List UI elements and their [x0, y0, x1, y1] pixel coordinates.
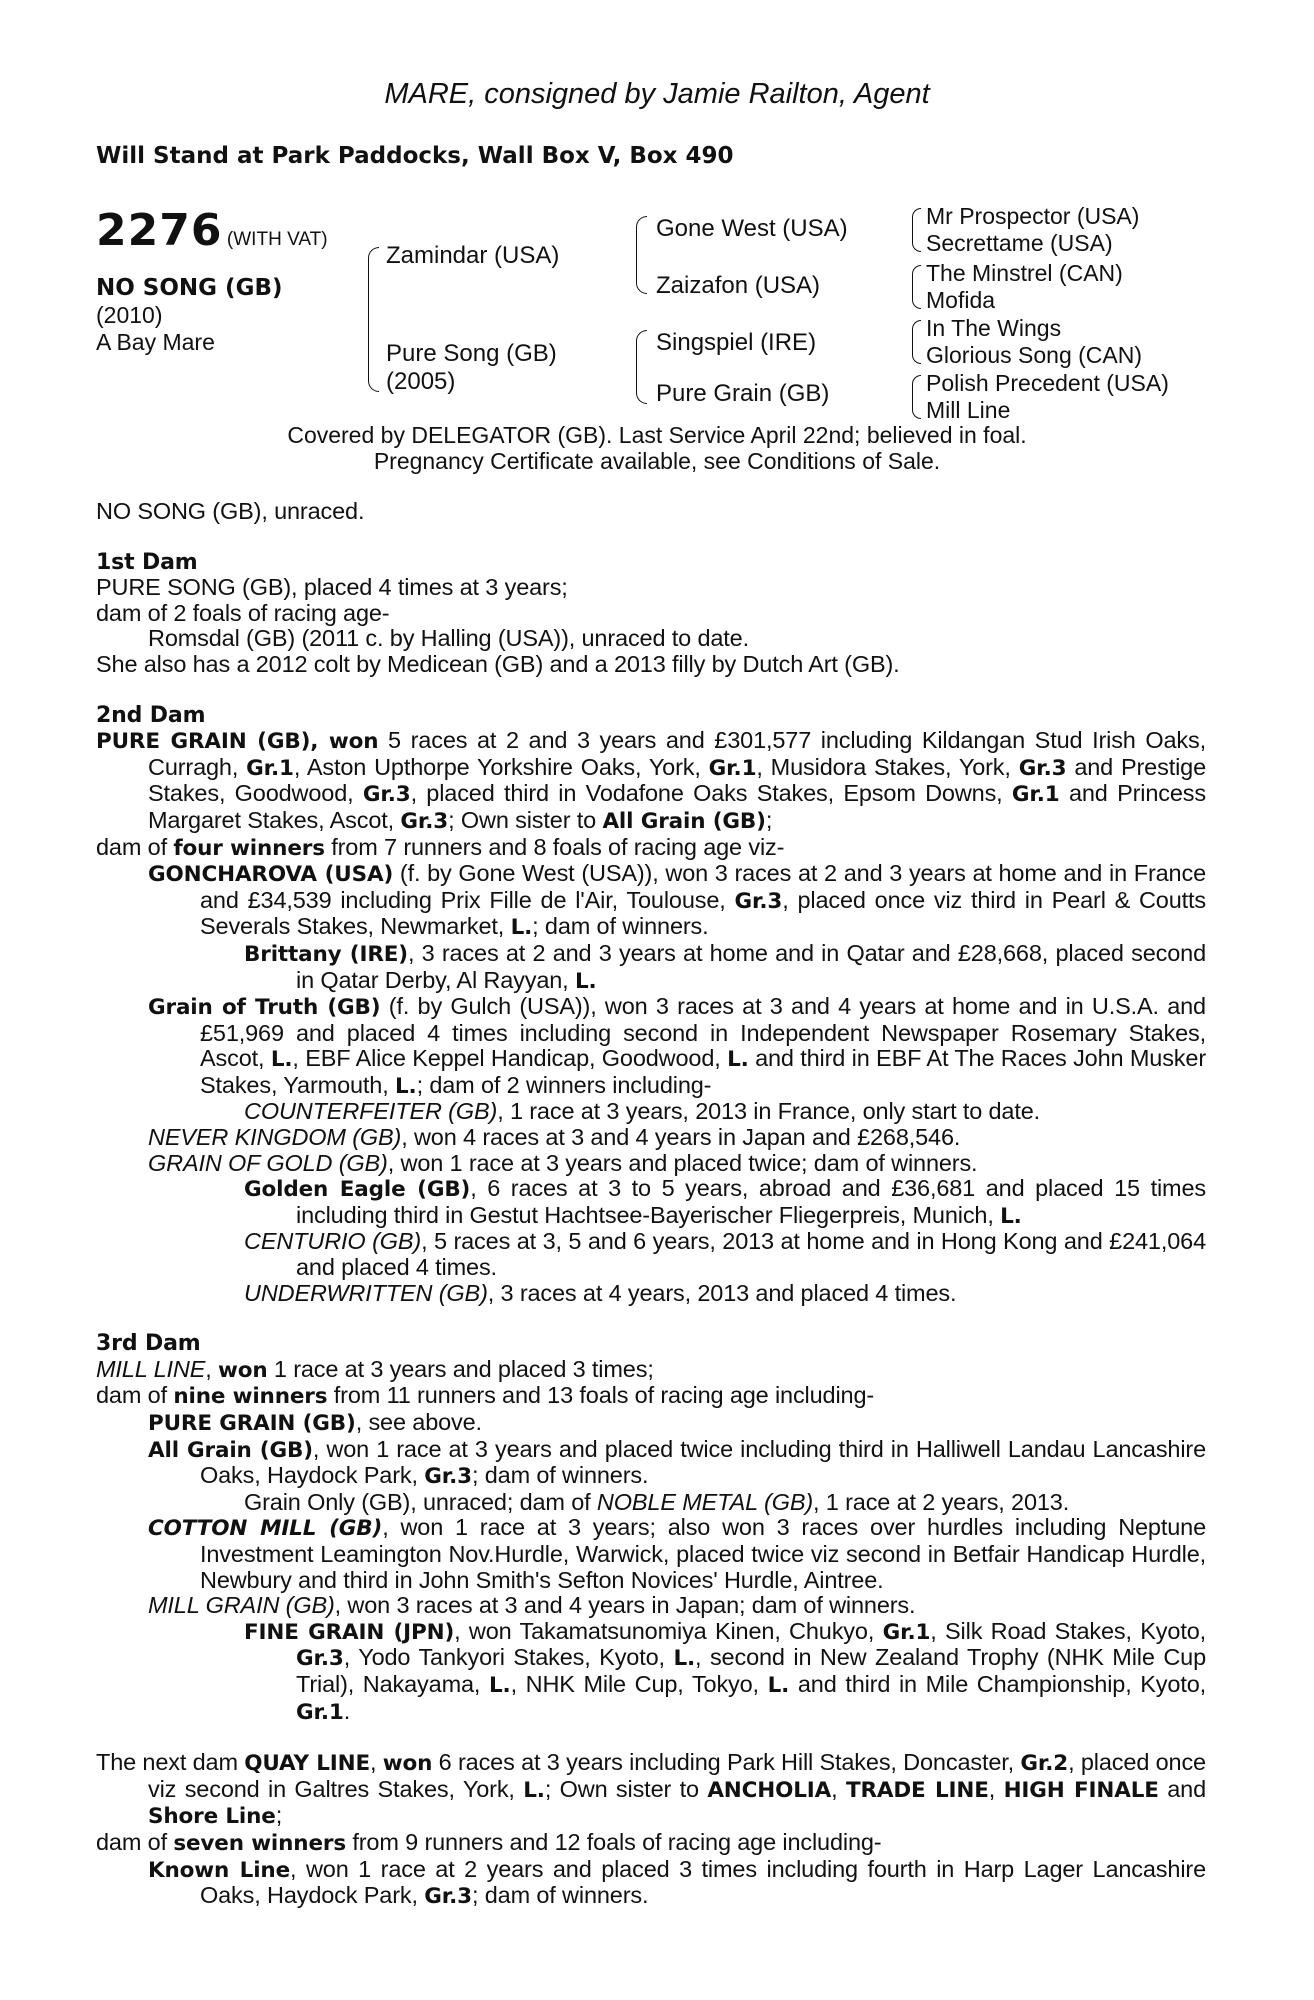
pedigree-brace-gen1: [368, 247, 379, 392]
produce-grain-of-gold: GRAIN OF GOLD (GB), won 1 race at 3 years and placed twice; dam of winners.: [148, 1149, 978, 1176]
produce-fine-grain: FINE GRAIN (JPN), won Takamatsunomiya Kinen, Chukyo, Gr.1, Silk Road Stakes, Kyoto, Gr.3, Yodo Tankyori Stakes, Kyoto, L., second in New Zealand Trophy (NHK Mile Cup Trial), Nakayama, L., NHK Mile Cup, Tokyo, L. and third in Mile Championship, Kyoto, Gr.1.: [244, 1617, 1206, 1725]
pedigree-g3-5: In The Wings: [926, 315, 1062, 341]
produce-centurio: CENTURIO (GB), 5 races at 3, 5 and 6 years, 2013 at home and in Hong Kong and £241,064 and placed 4 times.: [244, 1228, 1206, 1281]
catalogue-body: [96, 499, 1206, 1910]
pedigree-sire-dam: Zaizafon (USA): [656, 272, 821, 299]
pedigree-dam-year: (2005): [386, 368, 456, 395]
horse-description: A Bay Mare: [96, 329, 215, 355]
next-dam-quay-line: The next dam QUAY LINE, won 6 races at 3 years including Park Hill Stakes, Doncaster, Gr.2, placed once viz second in Galtres Stakes, York, L.; Own sister to ANCHOLIA, TRADE LINE, HIGH FINALE and Shore Line;: [96, 1749, 1206, 1830]
produce-underwritten: UNDERWRITTEN (GB), 3 races at 4 years, 2013 and placed 4 times.: [244, 1279, 957, 1306]
dam3-heading: 3rd Dam: [96, 1331, 201, 1357]
dam3-dam-of: dam of nine winners from 11 runners and 13 foals of racing age including-: [96, 1382, 875, 1410]
pedigree-brace-dam-side: [636, 330, 647, 404]
pedigree-g3-2: Secrettame (USA): [926, 230, 1113, 256]
produce-all-grain: All Grain (GB), won 1 race at 3 years and placed twice including third in Halliwell Landau Lancashire Oaks, Haydock Park, Gr.3; dam of winners.: [148, 1435, 1206, 1490]
pedigree-brace-g3a: [912, 208, 921, 252]
produce-counterfeiter: COUNTERFEITER (GB), 1 race at 3 years, 2013 in France, only start to date.: [244, 1098, 1041, 1125]
produce-mill-grain: MILL GRAIN (GB), won 3 races at 3 and 4 years in Japan; dam of winners.: [148, 1592, 916, 1619]
pregnancy-line: Pregnancy Certificate available, see Conditions of Sale.: [373, 448, 941, 474]
pedigree-dam-sire: Singspiel (IRE): [656, 329, 817, 356]
dam2-heading: 2nd Dam: [96, 702, 206, 728]
dam1-foal: Romsdal (GB) (2011 c. by Halling (USA)), unraced to date.: [148, 625, 749, 652]
pedigree-g3-1: Mr Prospector (USA): [926, 203, 1140, 229]
pedigree-brace-g3b: [912, 265, 921, 309]
lot-number-block: [96, 205, 328, 256]
next-dam-dam-of: dam of seven winners from 9 runners and 12 foals of racing age including-: [96, 1828, 882, 1856]
consignor-line: MARE, consigned by Jamie Railton, Agent: [384, 78, 930, 110]
pedigree-g3-6: Glorious Song (CAN): [926, 342, 1143, 368]
produce-pure-grain: PURE GRAIN (GB), see above.: [148, 1409, 482, 1436]
dam1-note: She also has a 2012 colt by Medicean (GB) and a 2013 filly by Dutch Art (GB).: [96, 650, 900, 677]
stable-location: Will Stand at Park Paddocks, Wall Box V, Box 490: [96, 143, 734, 169]
dam2-pure-grain: PURE GRAIN (GB), won 5 races at 2 and 3 years and £301,577 including Kildangan Stud Irish Oaks, Curragh, Gr.1, Aston Upthorpe Yorkshire Oaks, York, Gr.1, Musidora Stakes, York, Gr.3 and Prestige Stakes, Goodwood, Gr.3, placed third in Vodafone Oaks Stakes, Epsom Downs, Gr.1 and Princess Margaret Stakes, Ascot, Gr.3; Own sister to All Grain (GB);: [96, 727, 1207, 834]
dam1-heading: 1st Dam: [96, 549, 198, 575]
produce-grain-only: Grain Only (GB), unraced; dam of NOBLE METAL (GB), 1 race at 2 years, 2013.: [244, 1488, 1070, 1515]
pedigree-g3-3: The Minstrel (CAN): [926, 260, 1123, 286]
pedigree-brace-g3d: [912, 375, 921, 419]
pedigree-sire-sire: Gone West (USA): [656, 215, 848, 242]
pedigree-dam: Pure Song (GB): [386, 340, 557, 367]
pedigree-g3-8: Mill Line: [926, 397, 1011, 423]
horse-name: NO SONG (GB): [96, 275, 283, 301]
dam3-mill-line: MILL LINE, won 1 race at 3 years and placed 3 times;: [96, 1355, 654, 1383]
pedigree-sire: Zamindar (USA): [386, 242, 560, 269]
dam1-line1: PURE SONG (GB), placed 4 times at 3 years;: [96, 574, 568, 601]
pedigree-g3-4: Mofida: [926, 287, 996, 313]
intro-line: NO SONG (GB), unraced.: [96, 498, 365, 524]
produce-golden-eagle: Golden Eagle (GB), 6 races at 3 to 5 years, abroad and £36,681 and placed 15 times including third in Gestut Hachtsee-Bayerischer Fliegerpreis, Munich, L.: [244, 1175, 1206, 1229]
foaling-year: (2010): [96, 302, 163, 328]
dam1-line2: dam of 2 foals of racing age-: [96, 599, 390, 626]
pedigree-brace-g3c: [912, 320, 921, 364]
covered-line: Covered by DELEGATOR (GB). Last Service April 22nd; believed in foal.: [287, 422, 1027, 448]
pedigree-dam-dam: Pure Grain (GB): [656, 380, 830, 407]
pedigree-brace-sire-side: [636, 216, 647, 294]
produce-cotton-mill: COTTON MILL (GB), won 1 race at 3 years; also won 3 races over hurdles including Neptune Investment Leamington Nov.Hurdle, Warwick, placed twice viz second in Betfair Handicap Hurdle, Newbury and third in John Smith's Sefton Novices' Hurdle, Aintree.: [148, 1514, 1206, 1593]
pedigree-g3-7: Polish Precedent (USA): [926, 370, 1169, 396]
produce-never-kingdom: NEVER KINGDOM (GB), won 4 races at 3 and 4 years in Japan and £268,546.: [148, 1124, 961, 1151]
vat-label: (WITH VAT): [226, 229, 328, 250]
lot-number: 2276: [96, 205, 223, 256]
produce-grain-of-truth: Grain of Truth (GB) (f. by Gulch (USA)), won 3 races at 3 and 4 years at home and in U.S.A. and £51,969 and placed 4 times including second in Independent Newspaper Rosemary Stakes, Ascot, L., EBF Alice Keppel Handicap, Goodwood, L. and third in EBF At The Races John Musker Stakes, Yarmouth, L.; dam of 2 winners including-: [148, 993, 1207, 1099]
dam2-dam-of: dam of four winners from 7 runners and 8 foals of racing age viz-: [96, 833, 785, 861]
produce-goncharova: GONCHAROVA (USA) (f. by Gone West (USA)), won 3 races at 2 and 3 years at home and in France and £34,539 including Prix Fille de l'Air, Toulouse, Gr.3, placed once viz third in Pearl & Coutts Severals Stakes, Newmarket, L.; dam of winners.: [148, 860, 1207, 941]
produce-brittany: Brittany (IRE), 3 races at 2 and 3 years at home and in Qatar and £28,668, placed second in Qatar Derby, Al Rayyan, L.: [244, 939, 1206, 994]
produce-known-line: Known Line, won 1 race at 2 years and placed 3 times including fourth in Harp Lager Lancashire Oaks, Haydock Park, Gr.3; dam of winners.: [148, 1855, 1206, 1910]
